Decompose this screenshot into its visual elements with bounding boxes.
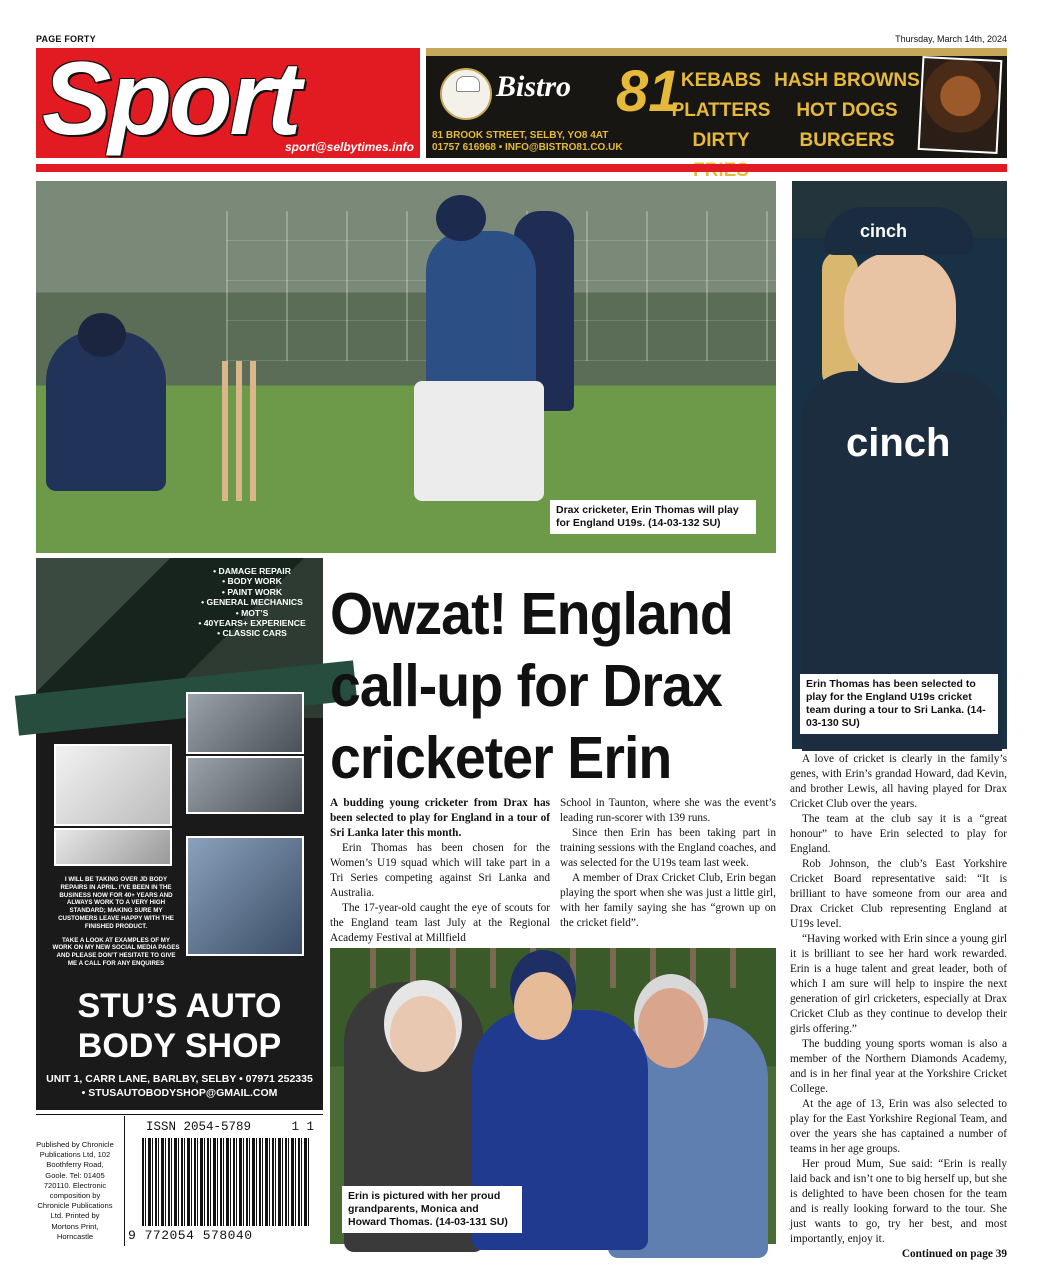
header-divider [36, 164, 1007, 172]
menu-item: BURGERS [799, 130, 895, 151]
cap-logo-text: cinch [860, 221, 908, 241]
article-paragraph: The 17-year-old caught the eye of scouts for the England team last July at the Regional Academy Festival at Millfield [330, 902, 550, 944]
page-number-label: PAGE FORTY [36, 34, 96, 44]
chef-logo-icon [440, 68, 492, 120]
issue-code: 1 1 [291, 1120, 314, 1134]
publisher-imprint: Published by Chronicle Publications Ltd, 102 Boothferry Road, Goole. Tel: 01405 720110. Electronic composition by Chronicle Publications Ltd. Printed by Mortons Print, Horncastle [36, 1140, 114, 1241]
main-cricket-photo [36, 181, 776, 553]
main-photo-caption: Drax cricketer, Erin Thomas will play for England U19s. (14-03-132 SU) [550, 500, 756, 534]
masthead-title: Sport [42, 41, 299, 157]
imprint-vertical-rule [124, 1116, 125, 1246]
article-standfirst: A budding young cricketer from Drax has been selected to play for England in a tour of Sri Lanka later this month. [330, 797, 550, 839]
ad-notes [52, 876, 180, 968]
article-paragraph: At the age of 13, Erin was also selected to play for the East Yorkshire Regional Team, and over the years she has captained a number of teams in her age groups. [790, 1098, 1007, 1155]
grandmother-face [390, 996, 456, 1072]
keeper-helmet [78, 313, 126, 357]
bistro-menu-right [772, 66, 922, 156]
portrait-cap [824, 207, 974, 255]
article-paragraph: The budding young sports woman is also a member of the Northern Diamonds Academy, and is in her final year at the Yorkshire Cricket College. [790, 1038, 1007, 1095]
repair-photo [186, 756, 304, 814]
repair-photo [186, 836, 304, 956]
masthead-email[interactable]: sport@selbytimes.info [284, 140, 414, 154]
ad-title-line: BODY SHOP [77, 1027, 282, 1065]
repair-photo [186, 692, 304, 754]
sport-masthead [36, 41, 420, 158]
ad-business-name [36, 986, 323, 1066]
stumps [222, 361, 262, 501]
ad-note-1: I WILL BE TAKING OVER JD BODY REPAIRS IN APRIL. I’VE BEEN IN THE BUSINESS NOW FOR 40+ YEARS AND ALWAYS WORK TO A VERY HIGH STANDARD; MAKING SURE MY CUSTOMERS LEAVE HAPPY WITH THE FINISHED PRODUCT. [58, 876, 174, 930]
service-item: • 40YEARS+ EXPERIENCE [198, 618, 306, 629]
repair-photo [54, 744, 172, 826]
article-paragraph: A love of cricket is clearly in the family’s genes, with Erin’s grandad Howard, dad Kevin, and brother Lewis, all having played for Drax Cricket Club over the years. [790, 753, 1007, 810]
bistro-number: 81 [616, 59, 681, 124]
shirt-sponsor-text: cinch [846, 421, 951, 465]
erin-face [514, 972, 572, 1040]
article-headline: Owzat! England call-up for Drax cricketer Erin [330, 581, 733, 791]
article-paragraph: School in Taunton, where she was the event’s leading run-scorer with 139 runs. [560, 797, 776, 824]
article-paragraph: The team at the club say it is a “great honour” to have Erin selected to play for England. [790, 813, 1007, 855]
menu-item: HOT DOGS [796, 100, 898, 121]
menu-item: KEBABS [680, 70, 762, 91]
article-column-1 [330, 796, 550, 946]
article-column-2 [560, 796, 776, 931]
article-column-3 [790, 752, 1007, 1262]
services-list [186, 566, 318, 639]
barcode [142, 1138, 310, 1226]
barcode-number: 9 772054 578040 [128, 1228, 253, 1243]
menu-item: HASH BROWNS [774, 70, 920, 91]
service-item: • DAMAGE REPAIR [213, 566, 291, 576]
service-item: • GENERAL MECHANICS [201, 597, 303, 608]
burger-photo [918, 56, 1003, 154]
bistro-contact-line: 01757 616968 • INFO@BISTRO81.CO.UK [432, 142, 623, 153]
family-photo-caption: Erin is pictured with her proud grandparents, Monica and Howard Thomas. (14-03-131 SU) [342, 1186, 522, 1233]
ad-address: UNIT 1, CARR LANE, BARLBY, SELBY • 07971 252335 [46, 1073, 313, 1085]
article-paragraph: Rob Johnson, the club’s East Yorkshire Cricket Board representative said: “It is brilliant to have someone from our area and Drax Cricket Club representing England at U19s level. [790, 858, 1007, 930]
ad-title-line: STU’S AUTO [77, 987, 282, 1025]
service-item: • BODY WORK [222, 576, 282, 587]
bistro-name: Bistro [496, 70, 572, 103]
article-paragraph: “Having worked with Erin since a young girl it is brilliant to see her hard work rewarded. Erin is a huge talent and great leader, both of which I am sure will help to inspire the next generation of girl cricketers, especially at Drax Cricket Club as they continue to develop their girls offering.” [790, 933, 1007, 1035]
stus-auto-body-shop-advert [36, 558, 323, 1110]
batter-helmet [436, 195, 486, 241]
menu-item: PLATTERS [671, 100, 771, 121]
batter-pads [414, 381, 544, 501]
menu-item: DIRTY [692, 130, 750, 151]
portrait-face [844, 253, 956, 383]
article-paragraph: A member of Drax Cricket Club, Erin began playing the sport when she was just a little girl, with her family saying she has “grown up on the cricket field”. [560, 872, 776, 929]
service-item: • PAINT WORK [221, 586, 283, 597]
article-paragraph: Her proud Mum, Sue said: “Erin is really laid back and isn’t one to big herself up, but she is delighted to have been chosen for the team and is really looking forward to the tour. She just wants to go, try her best, and most importantly, enjoy it. [790, 1158, 1007, 1245]
issn-line [146, 1120, 314, 1134]
imprint-divider [36, 1114, 323, 1115]
ad-note-2: TAKE A LOOK AT EXAMPLES OF MY WORK ON MY NEW SOCIAL MEDIA PAGES AND PLEASE DON’T HESITATE TO GIVE ME A CALL FOR ANY ENQUIRES [52, 936, 180, 967]
bistro-address [432, 130, 623, 154]
ad-contact [36, 1072, 323, 1100]
article-paragraph: Erin Thomas has been chosen for the Women’s U19 squad which will take part in a Tri Series competing against Sri Lanka and Australia. [330, 842, 550, 899]
service-item: • CLASSIC CARS [217, 628, 287, 639]
service-item: • MOT’S [235, 607, 269, 618]
continued-link[interactable]: Continued on page 39 [901, 1248, 1007, 1260]
bistro81-advert [426, 48, 1007, 158]
article-paragraph: Since then Erin has been taking part in training sessions with the England coaches, and was selected for the U19s team last week. [560, 827, 776, 869]
erin-portrait-photo [792, 181, 1007, 749]
issn-number: ISSN 2054-5789 [146, 1120, 252, 1134]
ad-email[interactable]: • STUSAUTOBODYSHOP@GMAIL.COM [81, 1087, 278, 1099]
bistro-address-line: 81 BROOK STREET, SELBY, YO8 4AT [432, 130, 609, 141]
issue-date: Thursday, March 14th, 2024 [895, 34, 1007, 44]
grandfather-face [638, 988, 704, 1068]
portrait-caption: Erin Thomas has been selected to play for the England U19s cricket team during a tour to Sri Lanka. (14-03-130 SU) [800, 674, 998, 734]
repair-photo [54, 828, 172, 866]
